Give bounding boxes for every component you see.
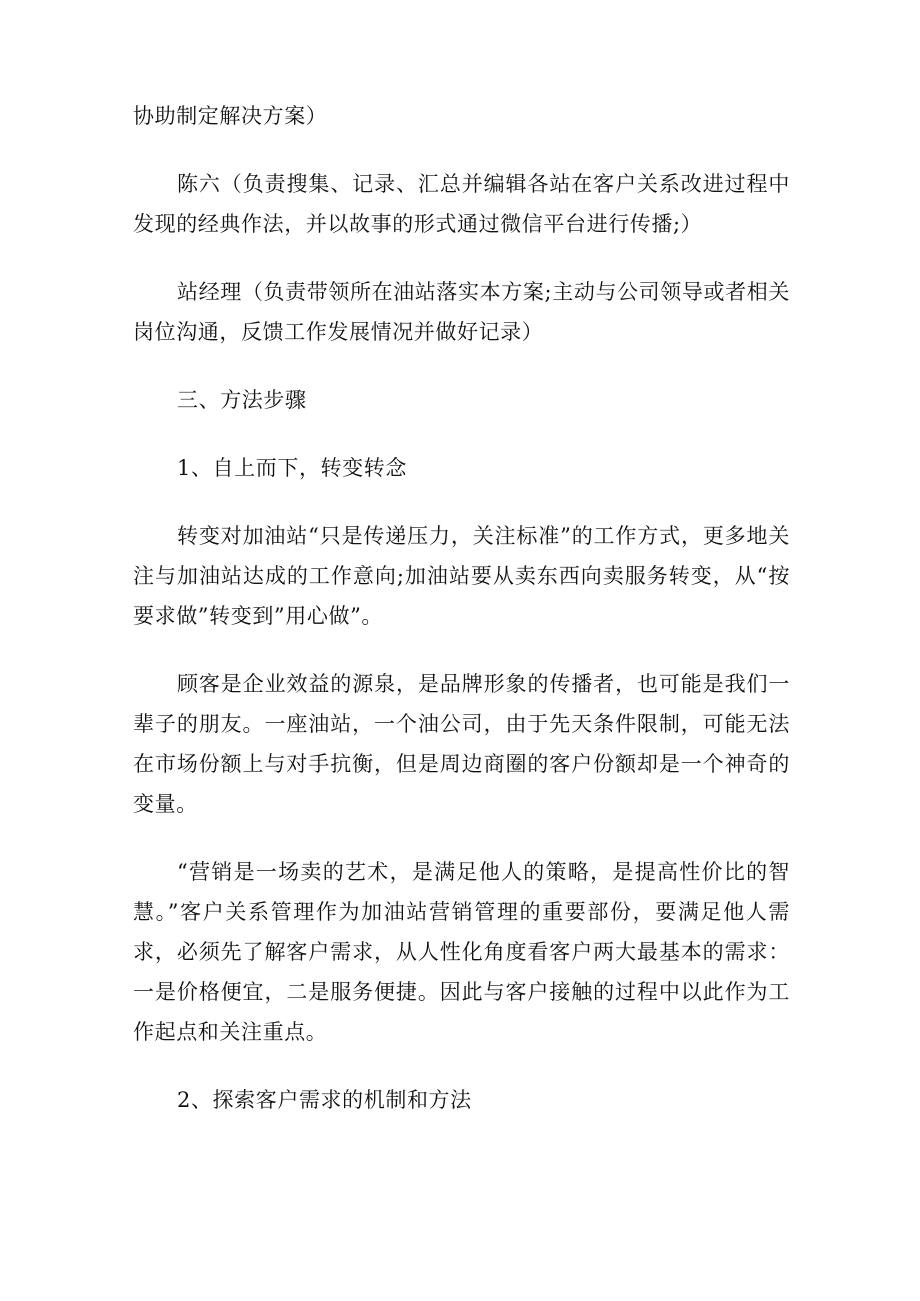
paragraph-marketing-art: “营销是一场卖的艺术，是满足他人的策略，是提高性价比的智慧。”客户关系管理作为加油站营销管理的重要部份，要满足他人需求，必须先了解客户需求，从人性化角度看客户两大最基本的需求：一是价格便宜，二是服务便捷。因此与客户接触的过程中以此作为工作起点和关注重点。 xyxy=(133,860,790,1044)
paragraph-customers-source: 顾客是企业效益的源泉，是品牌形象的传播者，也可能是我们一辈子的朋友。一座油站，一个油公司，由于先天条件限制，可能无法在市场份额上与对手抗衡，但是周边商圈的客户份额却是一个神奇的变量。 xyxy=(133,672,790,816)
subheading-step-1: 1、自上而下，转变转念 xyxy=(177,456,407,480)
paragraph-station-manager-role: 站经理（负责带领所在油站落实本方案;主动与公司领导或者相关岗位沟通，反馈工作发展情况并做好记录） xyxy=(133,280,790,344)
paragraph-continuation: 协助制定解决方案） xyxy=(133,104,328,128)
section-heading-methods: 三、方法步骤 xyxy=(177,388,307,412)
subheading-step-2: 2、探索客户需求的机制和方法 xyxy=(177,1088,472,1112)
paragraph-chen-liu-role: 陈六（负责搜集、记录、汇总并编辑各站在客户关系改进过程中发现的经典作法，并以故事的形式通过微信平台进行传播;） xyxy=(133,172,790,236)
paragraph-change-approach: 转变对加油站“只是传递压力，关注标准”的工作方式，更多地关注与加油站达成的工作意向;加油站要从卖东西向卖服务转变，从“按要求做”转变到”用心做”。 xyxy=(133,524,790,628)
